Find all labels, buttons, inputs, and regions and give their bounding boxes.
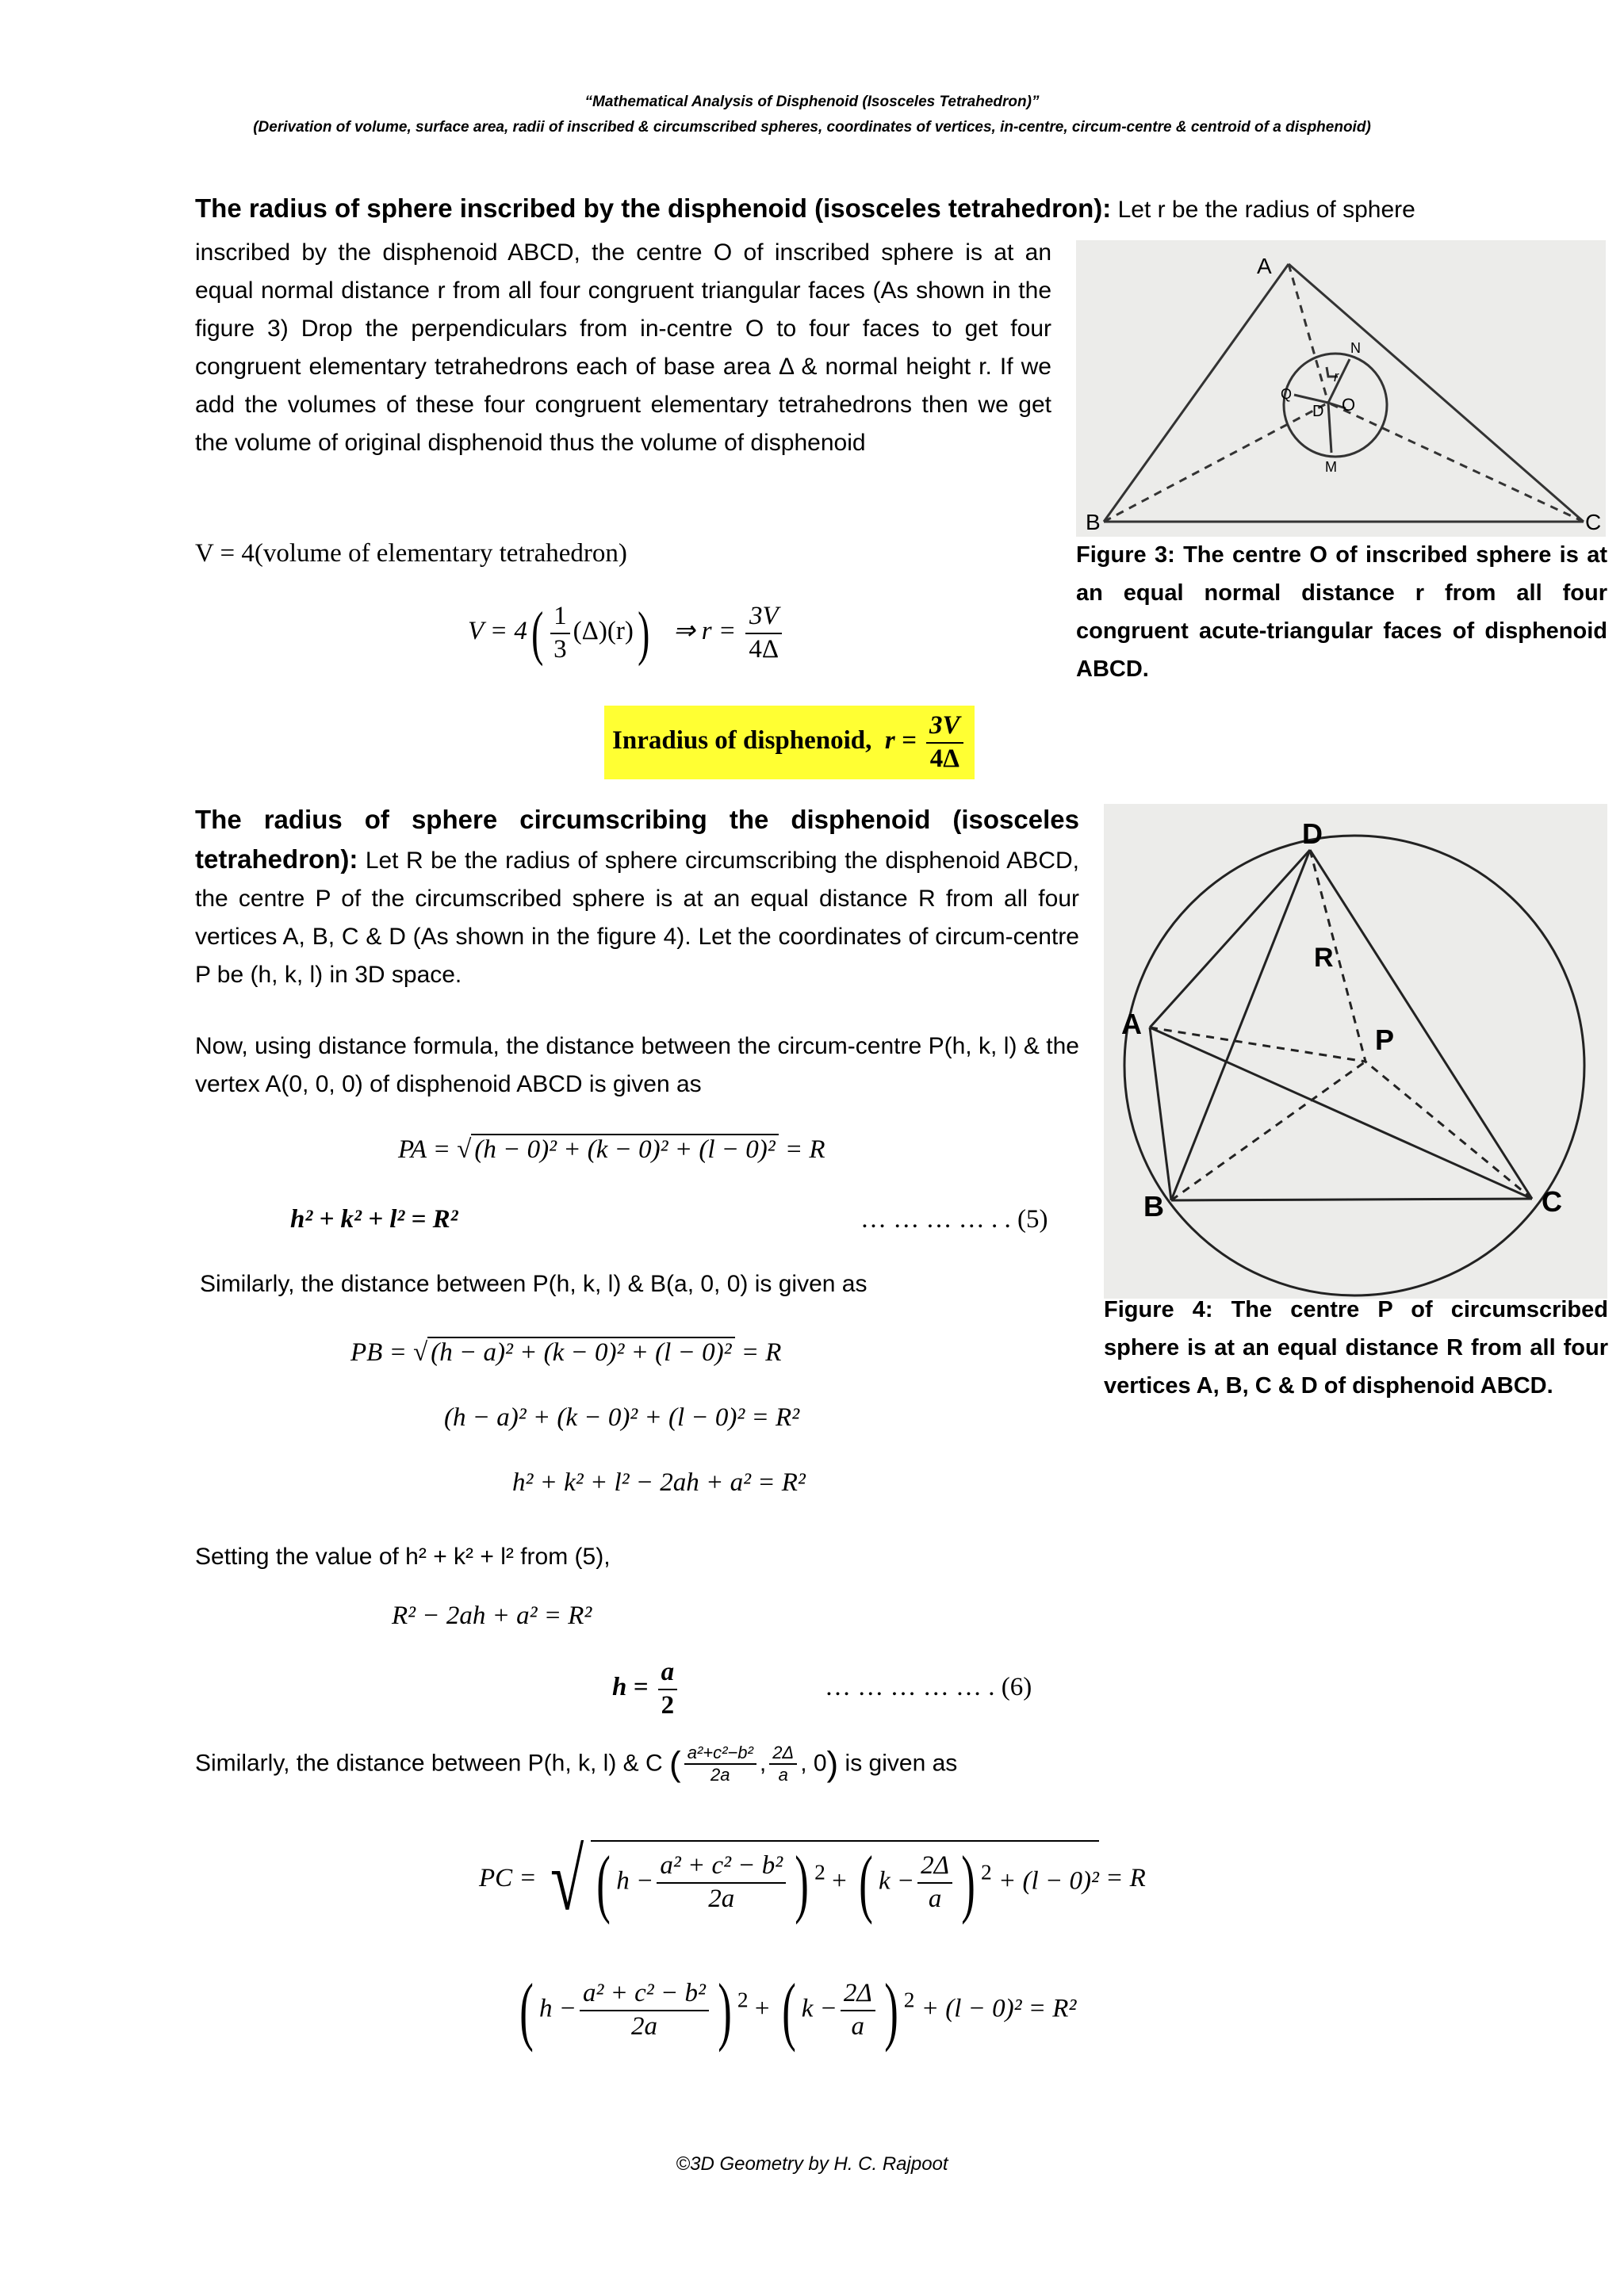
fig3-label-d: D — [1312, 403, 1324, 420]
equation-pb-expanded: h² + k² + l² − 2ah + a² = R² — [512, 1468, 806, 1497]
running-title: “Mathematical Analysis of Disphenoid (Isosceles Tetrahedron)” — [584, 94, 1040, 110]
equation-6-tag: … … … … … . (6) — [825, 1673, 1032, 1701]
fig4-label-a: A — [1121, 1008, 1142, 1040]
fig3-label-q: Q — [1281, 386, 1293, 402]
fig3-label-o: O — [1342, 395, 1356, 415]
equation-substituted: R² − 2ah + a² = R² — [392, 1601, 592, 1630]
setting-value-paragraph: Setting the value of h² + k² + l² from (5), — [195, 1544, 611, 1570]
inscribed-paragraph: inscribed by the disphenoid ABCD, the centre O of inscribed sphere is at an equal normal distance r from all four congruent triangular faces (As shown in the figure 3) Drop the perpendiculars from in-centre O to four faces to get four congruent elementary tetrahedrons each of base area Δ & normal height r. If we add the volumes of these four congruent elementary tetrahedrons then we get the volume of original disphenoid thus the volume of disphenoid — [195, 239, 1051, 456]
equation-pb: PB = √ (h − a)² + (k − 0)² + (l − 0)² = R — [350, 1338, 782, 1367]
equation-5-tag: … … … … . . (5) — [860, 1205, 1048, 1234]
fig4-label-b: B — [1143, 1190, 1164, 1223]
circumscribed-intro — [195, 801, 1079, 994]
figure-3-caption: Figure 3: The centre O of inscribed sphere is at an equal normal distance r from all four congruent acute-triangular faces of disphenoid ABCD. — [1076, 542, 1607, 682]
equation-6: h = $\frac{a}{2}$ — [612, 1657, 680, 1721]
inradius-highlight: Inradius of disphenoid, r = $\frac{3V}{4\Delta}$ — [604, 706, 975, 779]
figure-4-caption: Figure 4: The centre P of circumscribed sphere is at an equal distance R from all four vertices A, B, C & D of disphenoid ABCD. — [1104, 1297, 1608, 1399]
inscribed-heading: The radius of sphere inscribed by the disphenoid (isosceles tetrahedron): — [195, 193, 1112, 223]
equation-volume-sum: V = 4(volume of elementary tetrahedron) — [195, 539, 627, 568]
equation-5: h² + k² + l² = R² — [290, 1205, 458, 1234]
running-subtitle: (Derivation of volume, surface area, radii of inscribed & circumscribed spheres, coordinates of vertices, in-centre, circum-centre & centroid of a disphenoid) — [253, 119, 1371, 136]
distance-intro-paragraph: Now, using distance formula, the distance between the circum-centre P(h, k, l) & the vertex A(0, 0, 0) of disphenoid ABCD is given as — [195, 1033, 1079, 1097]
fig3-label-n: N — [1350, 340, 1361, 356]
inscribed-lead: Let r be the radius of sphere — [1111, 197, 1415, 223]
fig4-label-p: P — [1375, 1024, 1395, 1056]
footer-copyright: ©3D Geometry by H. C. Rajpoot — [676, 2153, 948, 2175]
circumscribed-heading: The radius of sphere circumscribing the disphenoid (isosceles tetrahedron): — [195, 805, 1079, 874]
circumscribed-paragraph: Let R be the radius of sphere circumscribing the disphenoid ABCD, the centre P of the circumscribed sphere is at an equal distance R from all four vertices A, B, C & D (As shown in the figure 4). Let the coordinates of circum-centre P be (h, k, l) in 3D space. — [195, 848, 1079, 988]
equation-pa: PA = √ (h − 0)² + (k − 0)² + (l − 0)² = R — [398, 1135, 825, 1164]
fig3-label-c: C — [1585, 510, 1602, 534]
figure-3 — [1076, 240, 1606, 537]
fig4-label-d: D — [1302, 817, 1323, 850]
distance-pb-paragraph: Similarly, the distance between P(h, k, l) & B(a, 0, 0) is given as — [200, 1271, 868, 1297]
equation-pb-squared: (h − a)² + (k − 0)² + (l − 0)² = R² — [444, 1403, 800, 1432]
fig4-label-r: R — [1314, 943, 1334, 973]
fig3-label-m: M — [1325, 459, 1337, 475]
fig3-label-r: r — [1334, 369, 1339, 385]
equation-pc-squared: ( h − $\frac{\text{a² + c² − b²}}{2a}$ ) $^2$ + ( k − $\frac{2\Delta}{a}$ ) $^2$ + (l − 0)² = R² — [519, 1968, 1077, 2053]
equation-pc: PC = √ ( h − $\frac{\text{a² + c² − b²}}{2a}$ ) $^2$ + ( k − $\frac{2\Delta}{a}$ ) $^2$ + (l − 0)² = R — [479, 1831, 1146, 1928]
figure-4 — [1104, 804, 1607, 1299]
figure-4-drawing — [1104, 804, 1607, 1299]
distance-pc-paragraph: Similarly, the distance between P(h, k, l) & C ( $\frac{\text{a²+c²−b²}}{2a}$ , $\frac{2\Delta}{a}$ , 0) is given as — [195, 1743, 958, 1785]
fig3-label-b: B — [1086, 510, 1101, 534]
equation-volume-inradius: V = 4( $\frac{1}{3}$ (Δ)(r)) ⇒ r = $\frac{3V}{4\Delta}$ — [468, 601, 785, 665]
figure-3-drawing — [1076, 240, 1606, 537]
inscribed-heading-line — [195, 193, 1432, 224]
fig4-label-c: C — [1542, 1185, 1562, 1218]
fig3-label-a: A — [1257, 254, 1272, 278]
